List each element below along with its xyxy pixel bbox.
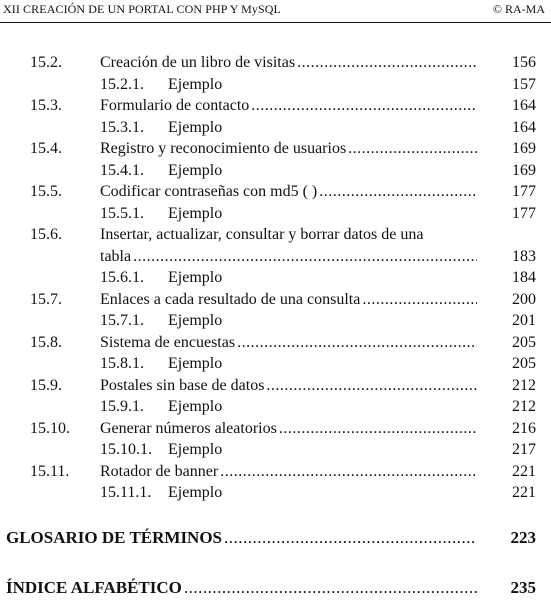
- entry-title: [100, 375, 477, 397]
- entry-title: [100, 332, 477, 354]
- entry-number: 15.10.1.: [100, 441, 152, 458]
- entry-title-text: Ejemplo: [168, 312, 223, 329]
- entry-page: 212: [512, 376, 536, 394]
- section-page: 223: [510, 528, 536, 547]
- entry-page: 164: [512, 118, 536, 136]
- entry-title-text: Enlaces a cada resultado de una consulta: [100, 290, 361, 308]
- entry-title-text: Ejemplo: [168, 118, 223, 136]
- entry-page: 157: [512, 75, 536, 93]
- header-publisher: © RA-MA: [492, 2, 545, 16]
- entry-number: 15.5.: [30, 183, 62, 200]
- entry-title: [168, 203, 477, 225]
- entry-title-text: Ejemplo: [168, 75, 223, 93]
- entry-number: 15.4.: [30, 140, 62, 157]
- entry-page: 205: [512, 355, 536, 372]
- entry-number: 15.7.1.: [100, 312, 144, 329]
- entry-title: [168, 439, 477, 461]
- toc-entry: [0, 224, 551, 246]
- entry-title: Insertar, actualizar, consultar y borrar datos de una: [100, 226, 424, 243]
- leader-dots: [348, 138, 477, 160]
- toc-section: [0, 575, 551, 601]
- toc-entry: [0, 181, 551, 203]
- toc-entry: [0, 117, 551, 139]
- entry-number: 15.11.: [30, 462, 70, 480]
- toc-entry: [0, 138, 551, 160]
- entry-page: 164: [512, 97, 536, 114]
- entry-title-text: Codificar contraseñas con md5 ( ): [100, 183, 318, 200]
- leader-dots: [279, 418, 477, 440]
- entry-title-text: Postales sin base de datos: [100, 376, 265, 394]
- entry-page: 216: [512, 419, 536, 437]
- entry-title-text: Registro y reconocimiento de usuarios: [100, 140, 347, 157]
- toc-entry: [0, 353, 551, 375]
- entry-title: [168, 482, 477, 504]
- entry-page: 200: [512, 290, 536, 308]
- section-page: 235: [510, 578, 536, 597]
- entry-title: [168, 396, 477, 418]
- entry-number: 15.4.1.: [100, 161, 144, 179]
- toc-entry-continuation: [0, 246, 551, 268]
- entry-title: [100, 289, 477, 311]
- entry-page: 177: [512, 204, 536, 222]
- leader-dots: [184, 575, 477, 601]
- leader-dots: [297, 52, 477, 74]
- toc-entry: [0, 482, 551, 504]
- entry-title: [168, 310, 477, 332]
- entry-number: 15.9.: [30, 376, 62, 394]
- entry-title: [100, 95, 477, 117]
- toc-entry: [0, 418, 551, 440]
- entry-page: 205: [512, 333, 536, 351]
- toc-entry: [0, 203, 551, 225]
- entry-title: [168, 353, 477, 375]
- entry-title-text: Formulario de contacto: [100, 97, 250, 114]
- entry-number: 15.8.: [30, 333, 62, 351]
- entry-page: 183: [512, 247, 536, 265]
- leader-dots: [237, 332, 477, 354]
- entry-number: 15.3.1.: [100, 118, 144, 136]
- entry-number: 15.2.1.: [100, 75, 144, 93]
- entry-title-text: tabla: [100, 247, 132, 265]
- entry-title-text: Ejemplo: [168, 204, 223, 222]
- entry-title: [100, 461, 477, 483]
- entry-title: [168, 74, 477, 96]
- section-title: [6, 575, 477, 601]
- leader-dots: [251, 95, 477, 117]
- entry-number: 15.11.1.: [100, 484, 152, 501]
- entry-title-text: Rotador de banner: [100, 462, 219, 480]
- entry-number: 15.2.: [30, 54, 62, 71]
- toc-entry: [0, 52, 551, 74]
- toc-entry: [0, 160, 551, 182]
- entry-number: 15.8.1.: [100, 355, 144, 372]
- entry-page: 212: [512, 398, 536, 415]
- entry-title-text: Sistema de encuestas: [100, 333, 236, 351]
- entry-number: 15.6.: [30, 226, 62, 243]
- entry-title-text: Ejemplo: [168, 269, 223, 286]
- entry-title: [100, 138, 477, 160]
- entry-number: 15.5.1.: [100, 204, 144, 222]
- entry-page: 201: [512, 312, 536, 329]
- entry-title-text: Generar números aleatorios: [100, 419, 277, 437]
- toc-entry: [0, 95, 551, 117]
- entry-title-text: Ejemplo: [168, 355, 223, 372]
- entry-page: 177: [512, 183, 536, 200]
- entry-number: 15.6.1.: [100, 269, 144, 286]
- leader-dots: [220, 461, 477, 483]
- entry-title: [168, 160, 477, 182]
- toc-entry: [0, 74, 551, 96]
- header-book-title: XII CREACIÓN DE UN PORTAL CON PHP Y MySQL: [3, 2, 281, 16]
- toc-entry: [0, 267, 551, 289]
- entry-page: 221: [512, 462, 536, 480]
- leader-dots: [266, 375, 477, 397]
- section-title-text: GLOSARIO DE TÉRMINOS: [6, 528, 223, 547]
- entry-page: 156: [512, 54, 536, 71]
- toc-entry: [0, 289, 551, 311]
- entry-title: [168, 117, 477, 139]
- toc-entry: [0, 332, 551, 354]
- entry-title: [168, 267, 477, 289]
- entry-title: [100, 181, 477, 203]
- leader-dots: [319, 181, 477, 203]
- entry-title: [100, 418, 477, 440]
- leader-dots: [362, 289, 477, 311]
- toc-entry: [0, 439, 551, 461]
- entry-page: 221: [512, 484, 536, 501]
- entry-page: 217: [512, 441, 536, 458]
- entry-title-text: Ejemplo: [168, 484, 223, 501]
- toc-entry: [0, 461, 551, 483]
- toc-section: [0, 525, 551, 551]
- entry-number: 15.3.: [30, 97, 62, 114]
- entry-title-text: Creación de un libro de visitas: [100, 54, 296, 71]
- section-title: [6, 525, 477, 551]
- entry-page: 184: [512, 269, 536, 286]
- toc-entry: [0, 375, 551, 397]
- entry-number: 15.9.1.: [100, 398, 144, 415]
- entry-page: 169: [512, 140, 536, 157]
- running-header: [0, 0, 551, 23]
- toc-entry: [0, 310, 551, 332]
- toc-entry: [0, 396, 551, 418]
- leader-dots: [224, 525, 477, 551]
- entry-title: [100, 52, 477, 74]
- entry-page: 169: [512, 161, 536, 179]
- entry-title-text: Ejemplo: [168, 161, 223, 179]
- entry-number: 15.10.: [30, 419, 70, 437]
- leader-dots: [133, 246, 477, 268]
- entry-title-text: Ejemplo: [168, 398, 223, 415]
- entry-title-continuation: [100, 246, 477, 268]
- section-title-text: ÍNDICE ALFABÉTICO: [6, 578, 182, 597]
- entry-number: 15.7.: [30, 290, 62, 308]
- entry-title-text: Ejemplo: [168, 441, 223, 458]
